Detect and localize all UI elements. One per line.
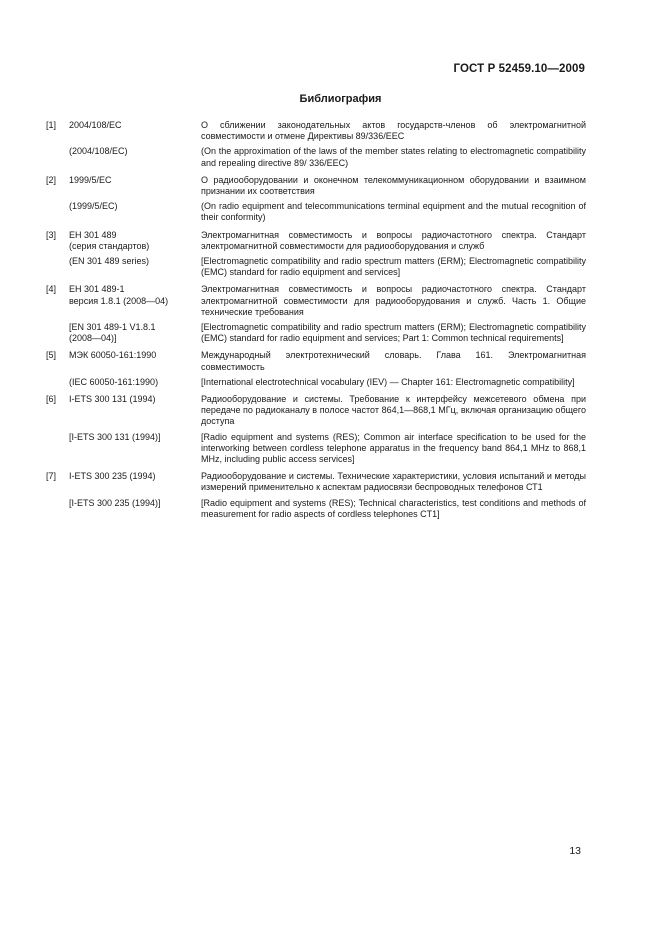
- entry-row: [46, 256, 586, 278]
- entry-row: [46, 498, 586, 520]
- entry-description: Международный электротехнический словарь. Глава 161. Электромагнитная совместимость: [201, 350, 586, 372]
- bibliography-entry: [46, 471, 586, 520]
- entry-number: [46, 432, 69, 466]
- entry-row: [46, 471, 586, 493]
- entry-description: (On radio equipment and telecommunications terminal equipment and the mutual recognition of their conformity): [201, 201, 586, 223]
- bibliography-entry: [46, 394, 586, 465]
- entry-reference-code: I-ETS 300 235 (1994): [69, 471, 156, 482]
- entry-description: [International electrotechnical vocabulary (IEV) — Chapter 161: Electromagnetic compatibility]: [201, 376, 575, 387]
- entry-reference-code: 2004/108/ЕС: [69, 120, 122, 130]
- entry-row: [46, 230, 586, 252]
- entry-description: Радиооборудование и системы. Технические характеристики, условия испытаний и методы измерений применительно к аспектам радиосвязи беспроводных телефонов СТ1: [201, 471, 586, 493]
- bibliography-entry: [46, 175, 586, 224]
- entry-reference-code: [EN 301 489-1 V1.8.1 (2008—04)]: [69, 322, 156, 344]
- bibliography-title: Библиография: [299, 93, 382, 105]
- entry-number: [7]: [46, 471, 57, 482]
- entry-reference-code: (2004/108/EC): [69, 146, 128, 157]
- entry-description: О сближении законодательных актов государств-членов об электромагнитной совместимости и отмене Директивы 89/336/EEC: [201, 120, 586, 142]
- entry-row: [46, 146, 586, 168]
- entry-reference-code: [I-ETS 300 131 (1994)]: [69, 431, 161, 442]
- entry-row: [46, 284, 586, 318]
- entry-number: [2]: [46, 174, 57, 185]
- entry-number: [5]: [46, 350, 57, 361]
- entry-row: [46, 394, 586, 428]
- entry-reference-code: 1999/5/ЕС: [69, 174, 112, 185]
- entry-reference-code: (IEC 60050-161:1990): [69, 376, 159, 387]
- bibliography-entry: [46, 120, 586, 169]
- entry-number: [1]: [46, 120, 57, 130]
- entry-description: [Radio equipment and systems (RES); Technical characteristics, test conditions and methods of measurement for radio aspects of cordless telephones CT1]: [201, 497, 586, 519]
- entry-number: [46, 146, 69, 168]
- entry-description: Электромагнитная совместимость и вопросы радиочастотного спектра. Стандарт электромагнитной совместимости для радиооборудования и служб: [201, 229, 586, 251]
- standard-code-header: ГОСТ Р 52459.10—2009: [453, 63, 585, 75]
- entry-description: [Electromagnetic compatibility and radio spectrum matters (ERM); Electromagnetic compatibility (EMC) standard for radio equipment and services]: [201, 256, 586, 278]
- entry-number: [6]: [46, 394, 57, 405]
- entry-number: [46, 377, 69, 388]
- entry-reference-code: (1999/5/EC): [69, 201, 118, 212]
- bibliography-entry: [46, 350, 586, 388]
- entry-row: [46, 201, 586, 223]
- entry-number: [46, 498, 69, 520]
- entry-number: [4]: [46, 284, 57, 295]
- entry-row: [46, 350, 586, 372]
- entry-description: [Radio equipment and systems (RES); Common air interface specification to be used for the interworking between cordless telephone apparatus in the frequency band 864,1 MHz to 868,1 MHz, including public access services]: [201, 431, 586, 465]
- entry-number: [3]: [46, 229, 57, 240]
- bibliography-entry: [46, 230, 586, 279]
- entry-row: [46, 432, 586, 466]
- entry-description: Радиооборудование и системы. Требование к интерфейсу межсетевого обмена при передаче по радиоканалу в полосе частот 864,1—868,1 МГц, включая организацию общего доступа: [201, 394, 586, 427]
- entry-description: Электромагнитная совместимость и вопросы радиочастотного спектра. Стандарт электромагнитной совместимости для радиооборудования и служб. Часть 1. Общие технические требования: [201, 284, 586, 317]
- entry-row: [46, 377, 586, 388]
- entry-reference-code: ЕН 301 489 (серия стандартов): [69, 229, 150, 251]
- entry-reference-code: МЭК 60050-161:1990: [69, 350, 157, 361]
- entry-reference-code: [I-ETS 300 235 (1994)]: [69, 497, 161, 508]
- bibliography-list: [46, 120, 586, 526]
- entry-description: О радиооборудовании и оконечном телекоммуникационном оборудовании и взаимном признании их соответствия: [201, 174, 586, 197]
- entry-description: (On the approximation of the laws of the member states relating to electromagnetic compatibility and repealing directive 89/ 336/EEC): [201, 146, 586, 168]
- page-number: 13: [569, 845, 581, 857]
- entry-number: [46, 201, 69, 223]
- entry-reference-code: (EN 301 489 series): [69, 256, 150, 267]
- entry-row: [46, 120, 586, 142]
- entry-reference-code: ЕН 301 489-1 версия 1.8.1 (2008—04): [69, 284, 169, 306]
- entry-row: [46, 175, 586, 197]
- entry-number: [46, 322, 69, 344]
- bibliography-entry: [46, 284, 586, 344]
- entry-description: [Electromagnetic compatibility and radio spectrum matters (ERM); Electromagnetic compatibility (EMC) standard for radio equipment and services; Part 1: Common technical requirements]: [201, 322, 586, 344]
- entry-number: [46, 256, 69, 278]
- entry-reference-code: I-ETS 300 131 (1994): [69, 394, 156, 405]
- entry-row: [46, 322, 586, 344]
